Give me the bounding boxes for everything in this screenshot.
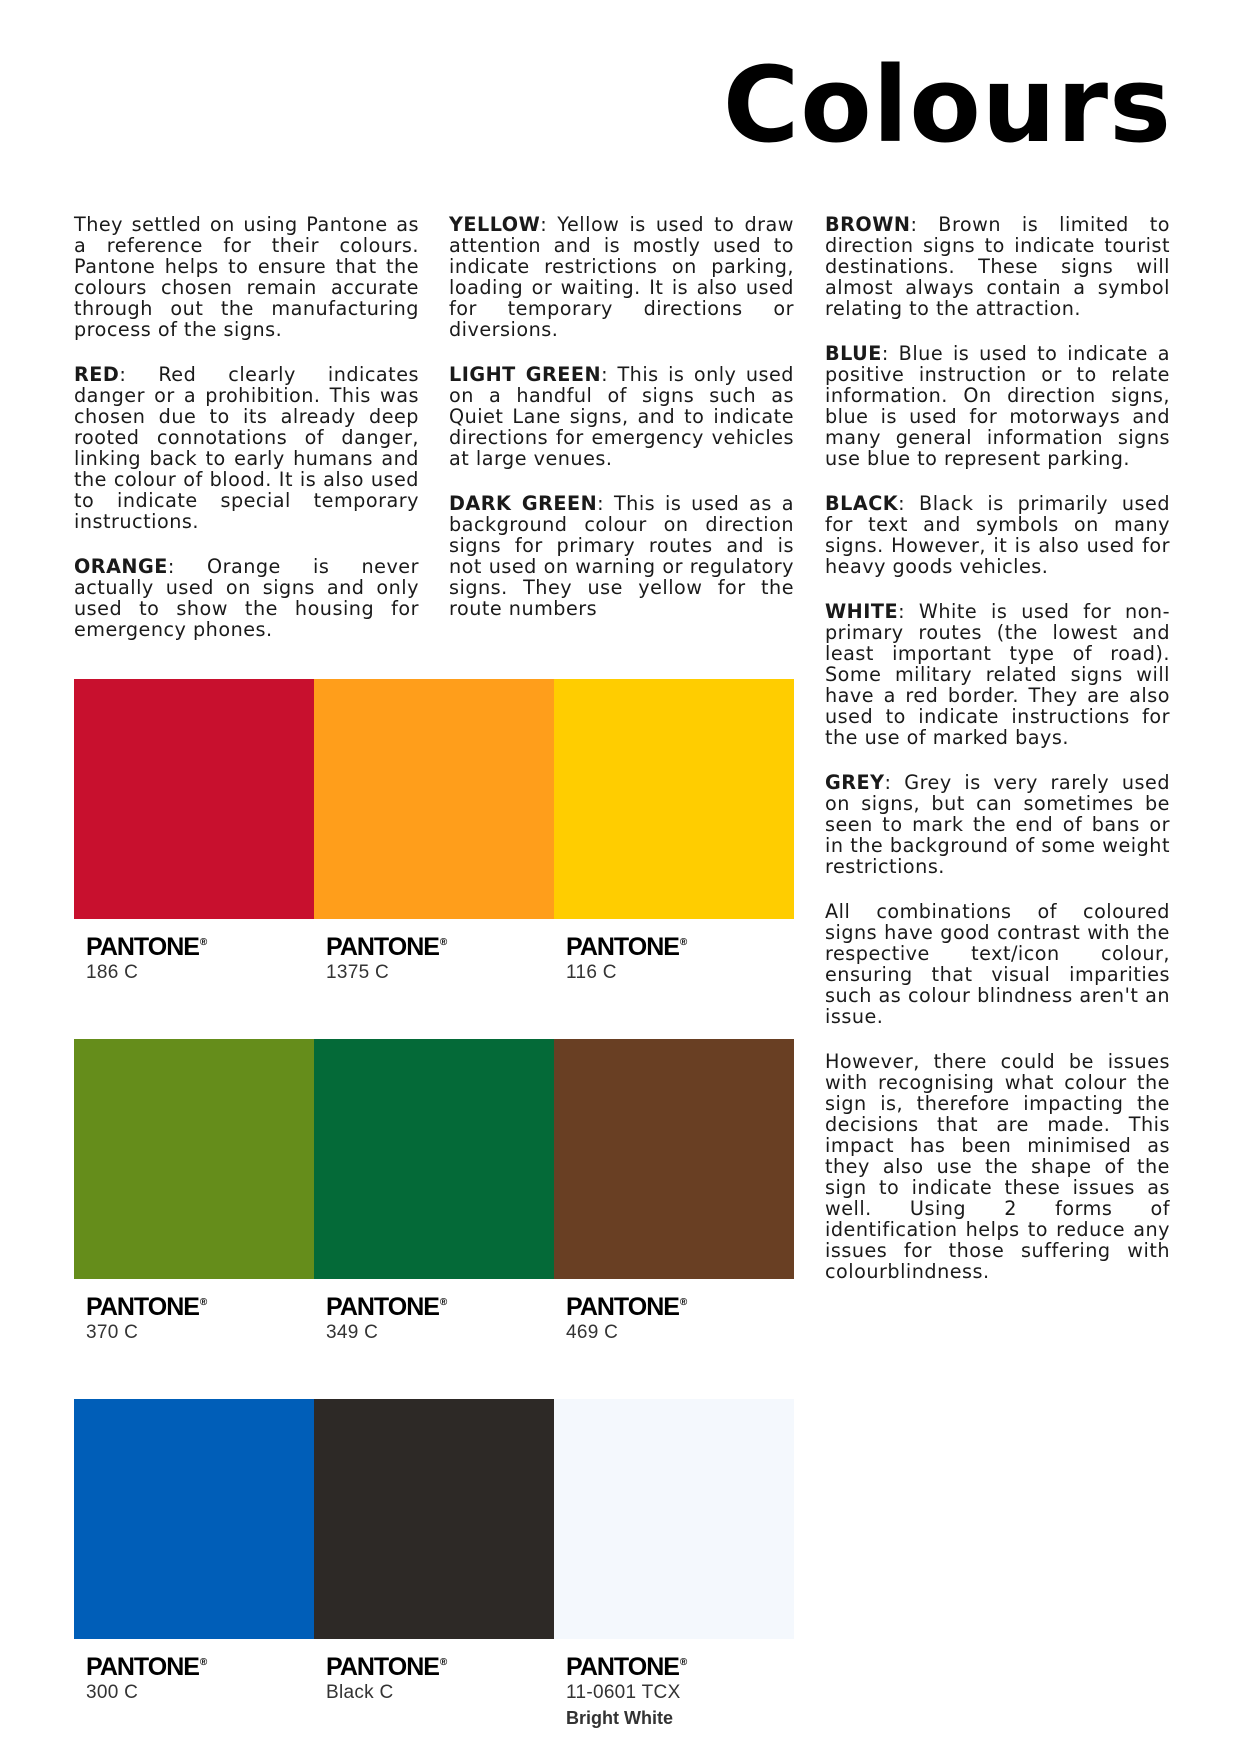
swatch-card-brown — [554, 1039, 794, 1359]
swatch-card-light-green — [74, 1039, 314, 1359]
paragraph-text: All combinations of coloured signs have good contrast with the respective text/icon colour, ensuring that visual imparities such as colour blindness aren't an issue. — [825, 900, 1170, 1028]
paragraph-label: GREY — [825, 771, 885, 794]
registered-mark: ® — [679, 937, 688, 948]
registered-mark: ® — [439, 1657, 448, 1668]
contrast-paragraph — [825, 901, 1170, 1027]
swatch-caption — [554, 919, 794, 999]
paragraph-text: : Yellow is used to draw attention and is mostly used to indicate restrictions on parking, loading or waiting. It is also used for temporary directions or diversions. — [449, 213, 794, 341]
pantone-logo — [326, 1289, 554, 1321]
white-paragraph — [825, 601, 1170, 748]
colour-code: 116 C — [566, 962, 617, 983]
colour-code: 469 C — [566, 1322, 619, 1343]
text-column-1 — [74, 214, 419, 664]
swatch-caption — [554, 1639, 794, 1728]
paragraph-label: RED — [74, 363, 120, 386]
swatch-caption — [314, 1279, 554, 1359]
blue-paragraph — [825, 343, 1170, 469]
pantone-logo — [86, 929, 314, 961]
paragraph-text: : Grey is very rarely used on signs, but can sometimes be seen to mark the end of bans or in the background of some weight restrictions. — [825, 771, 1170, 878]
colour-code: 300 C — [86, 1682, 139, 1703]
paragraph-text: : Red clearly indicates danger or a prohibition. This was chosen due to its already deep rooted connotations of danger, linking back to early humans and the colour of blood. It is also used to indicate special temporary instructions. — [74, 363, 419, 533]
colour-swatch — [554, 1399, 794, 1639]
paragraph-label: YELLOW — [449, 213, 541, 236]
text-column-2 — [449, 214, 794, 643]
pantone-logo — [566, 929, 794, 961]
swatch-caption — [74, 1279, 314, 1359]
colour-code: 1375 C — [326, 962, 390, 983]
paragraph-label: BROWN — [825, 213, 911, 236]
text-column-3 — [825, 214, 1170, 1306]
brand-text: PANTONE — [566, 1653, 679, 1681]
colour-swatch — [314, 679, 554, 919]
swatch-card-black — [314, 1399, 554, 1719]
brand-text: PANTONE — [326, 933, 439, 961]
registered-mark: ® — [679, 1657, 688, 1668]
dark-green-paragraph — [449, 493, 794, 619]
paragraph-text: : This is only used on a handful of signs such as Quiet Lane signs, and to indicate directions for emergency vehicles at large venues. — [449, 363, 794, 470]
swatch-card-dark-green — [314, 1039, 554, 1359]
paragraph-text: : Brown is limited to direction signs to indicate tourist destinations. These signs will almost always contain a symbol relating to the attraction. — [825, 213, 1170, 320]
swatch-card-blue — [74, 1399, 314, 1719]
paragraph-text: : Orange is never actually used on signs and only used to show the housing for emergency phones. — [74, 555, 419, 641]
colour-swatch — [554, 1039, 794, 1279]
black-paragraph — [825, 493, 1170, 577]
registered-mark: ® — [199, 1657, 208, 1668]
pantone-logo — [326, 1649, 554, 1681]
pantone-logo — [86, 1649, 314, 1681]
paragraph-text: : This is used as a background colour on direction signs for primary routes and is not used on warning or regulatory signs. They use yellow for the route numbers — [449, 492, 794, 620]
paragraph-text: : White is used for non-primary routes (the lowest and least important type of road). Some military related signs will have a red border. They are also used to indicate instructions for the use of marked bays. — [825, 600, 1170, 749]
pantone-logo — [566, 1649, 794, 1681]
colour-swatch — [74, 1399, 314, 1639]
swatch-card-orange — [314, 679, 554, 999]
paragraph-label: BLACK — [825, 492, 899, 515]
registered-mark: ® — [439, 937, 448, 948]
brown-paragraph — [825, 214, 1170, 319]
registered-mark: ® — [439, 1297, 448, 1308]
light-green-paragraph — [449, 364, 794, 469]
swatch-caption — [314, 919, 554, 999]
swatch-caption — [314, 1639, 554, 1719]
colour-code: 11-0601 TCX — [566, 1682, 681, 1703]
intro-paragraph — [74, 214, 419, 340]
grey-paragraph — [825, 772, 1170, 877]
pantone-logo — [326, 929, 554, 961]
yellow-paragraph — [449, 214, 794, 340]
paragraph-label: ORANGE — [74, 555, 168, 578]
colour-swatch — [314, 1399, 554, 1639]
brand-text: PANTONE — [326, 1653, 439, 1681]
paragraph-label: DARK GREEN — [449, 492, 598, 515]
orange-paragraph — [74, 556, 419, 640]
swatch-card-white — [554, 1399, 794, 1728]
colour-code: 186 C — [86, 962, 139, 983]
brand-text: PANTONE — [86, 1653, 199, 1681]
paragraph-text: : Black is primarily used for text and symbols on many signs. However, it is also used for heavy goods vehicles. — [825, 492, 1170, 578]
brand-text: PANTONE — [326, 1293, 439, 1321]
colour-swatch — [554, 679, 794, 919]
paragraph-text: However, there could be issues with recognising what colour the sign is, therefore impacting the decisions that are made. This impact has been minimised as they also use the shape of the sign to indicate these issues as well. Using 2 forms of identification helps to reduce any issues for those suffering with colourblindness. — [825, 1050, 1170, 1283]
colour-swatch — [74, 679, 314, 919]
swatch-caption — [74, 919, 314, 999]
colour-swatch — [314, 1039, 554, 1279]
issues-paragraph — [825, 1051, 1170, 1282]
swatch-card-red — [74, 679, 314, 999]
red-paragraph — [74, 364, 419, 532]
swatch-caption — [74, 1639, 314, 1719]
brand-text: PANTONE — [86, 933, 199, 961]
brand-text: PANTONE — [86, 1293, 199, 1321]
paragraph-text: : Blue is used to indicate a positive instruction or to relate information. On direction signs, blue is used for motorways and many general information signs use blue to represent parking. — [825, 342, 1170, 470]
brand-text: PANTONE — [566, 1293, 679, 1321]
colour-code: 349 C — [326, 1322, 379, 1343]
colour-code: Black C — [326, 1682, 394, 1703]
paragraph-text: They settled on using Pantone as a reference for their colours. Pantone helps to ensure that the colours chosen remain accurate through out the manufacturing process of the signs. — [74, 213, 419, 341]
swatch-card-yellow — [554, 679, 794, 999]
registered-mark: ® — [199, 1297, 208, 1308]
paragraph-label: WHITE — [825, 600, 899, 623]
pantone-logo — [566, 1289, 794, 1321]
registered-mark: ® — [199, 937, 208, 948]
brand-text: PANTONE — [566, 933, 679, 961]
registered-mark: ® — [679, 1297, 688, 1308]
page-title: Colours — [722, 44, 1172, 166]
paragraph-label: LIGHT GREEN — [449, 363, 602, 386]
colour-name: Bright White — [566, 1708, 673, 1728]
paragraph-label: BLUE — [825, 342, 882, 365]
pantone-logo — [86, 1289, 314, 1321]
colour-code: 370 C — [86, 1322, 139, 1343]
swatch-caption — [554, 1279, 794, 1359]
colour-swatch — [74, 1039, 314, 1279]
